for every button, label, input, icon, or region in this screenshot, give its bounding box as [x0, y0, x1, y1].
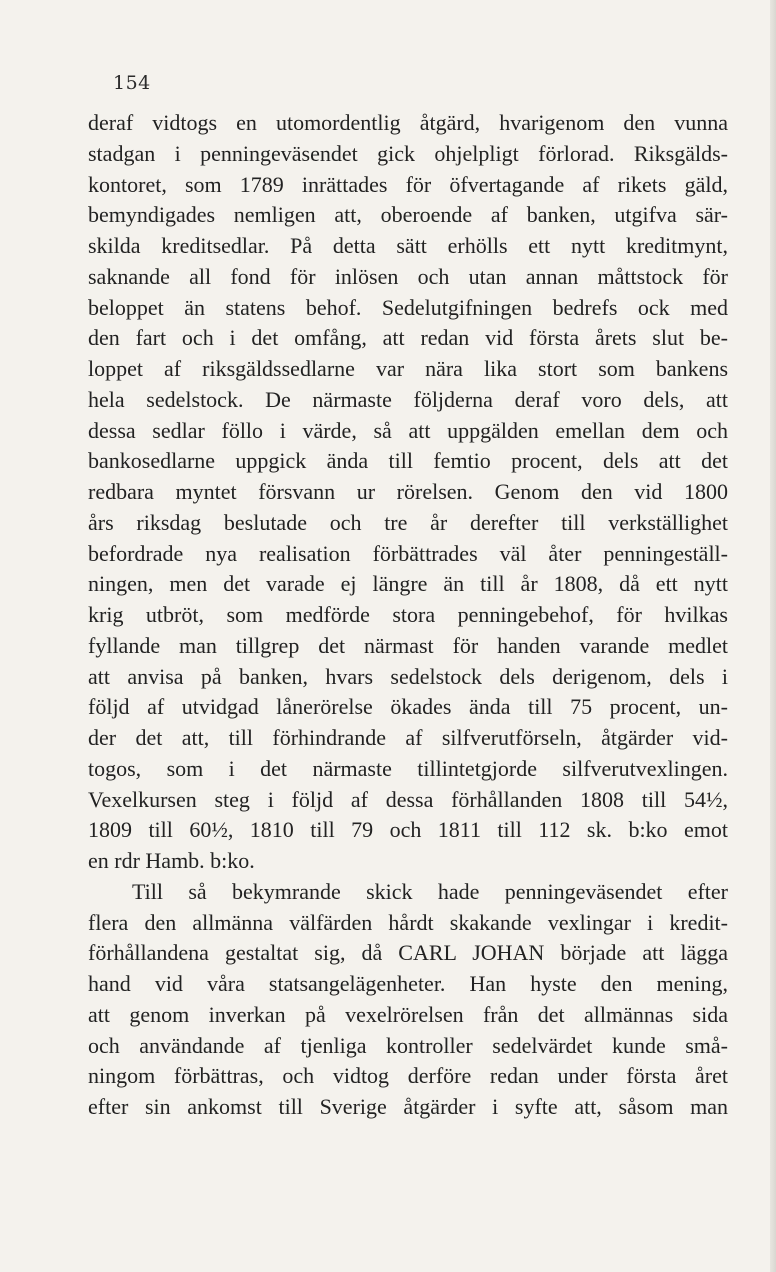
text-line: stadgan i penningeväsendet gick ohjelpligt förlorad. Riksgälds- [88, 140, 728, 166]
text-line: efter sin ankomst till Sverige åtgärder i syfte att, såsom man [88, 1094, 728, 1119]
text-line: Vexelkursen steg i följd af dessa förhållanden 1808 till 54½, [88, 786, 728, 812]
text-line: bankosedlarne uppgick ända till femtio procent, dels att det [88, 448, 728, 474]
page-edge [770, 0, 776, 1272]
body-text [88, 108, 728, 1123]
text-line: den fart och i det omfång, att redan vid första årets slut be- [88, 325, 728, 351]
page-number: 154 [113, 72, 151, 94]
text-line: befordrade nya realisation förbättrades väl åter penningeställ- [88, 540, 728, 566]
text-line: skilda kreditsedlar. På detta sätt erhölls ett nytt kreditmynt, [88, 233, 728, 258]
text-line: beloppet än statens behof. Sedelutgifningen bedrefs ock med [88, 294, 728, 320]
text-line: ningom förbättras, och vidtog derföre redan under första året [88, 1063, 728, 1089]
text-line: kontoret, som 1789 inrättades för öfvertagande af rikets gäld, [88, 171, 728, 197]
text-line: 1809 till 60½, 1810 till 79 och 1811 till 112 sk. b:ko emot [88, 817, 728, 843]
text-line: redbara myntet försvann ur rörelsen. Genom den vid 1800 [88, 479, 728, 504]
text-line: års riksdag beslutade och tre år derefter till verkställighet [88, 509, 728, 535]
text-line: Till så bekymrande skick hade penningeväsendet efter [132, 878, 728, 904]
text-line: och användande af tjenliga kontroller sedelvärdet kunde små- [88, 1032, 728, 1058]
text-line: en rdr Hamb. b:ko. [88, 848, 255, 873]
text-line: der det att, till förhindrande af silfverutförseln, åtgärder vid- [88, 725, 728, 750]
text-line: fyllande man tillgrep det närmast för handen varande medlet [88, 632, 728, 658]
text-line: loppet af riksgäldssedlarne var nära lika stort som bankens [88, 356, 728, 381]
text-line: hand vid våra statsangelägenheter. Han hyste den mening, [88, 971, 728, 996]
text-line: följd af utvidgad lånerörelse ökades ända till 75 procent, un- [88, 694, 728, 720]
text-line: bemyndigades nemligen att, oberoende af banken, utgifva sär- [88, 202, 728, 228]
text-line: att anvisa på banken, hvars sedelstock dels derigenom, dels i [88, 663, 728, 689]
text-line: ningen, men det varade ej längre än till år 1808, då ett nytt [88, 571, 728, 597]
text-line: hela sedelstock. De närmaste följderna deraf voro dels, att [88, 386, 728, 412]
text-line: att genom inverkan på vexelrörelsen från det allmännas sida [88, 1001, 728, 1027]
text-line: förhållandena gestaltat sig, då CARL JOHAN började att lägga [88, 940, 728, 966]
text-line: flera den allmänna välfärden hårdt skakande vexlingar i kredit- [88, 909, 728, 935]
text-line: deraf vidtogs en utomordentlig åtgärd, hvarigenom den vunna [88, 110, 728, 135]
text-line: saknande all fond för inlösen och utan annan måttstock för [88, 263, 728, 289]
text-line: togos, som i det närmaste tillintetgjorde silfverutvexlingen. [88, 755, 728, 781]
text-line: dessa sedlar föllo i värde, så att uppgälden emellan dem och [88, 417, 728, 443]
text-line: krig utbröt, som medförde stora penningebehof, för hvilkas [88, 602, 728, 627]
